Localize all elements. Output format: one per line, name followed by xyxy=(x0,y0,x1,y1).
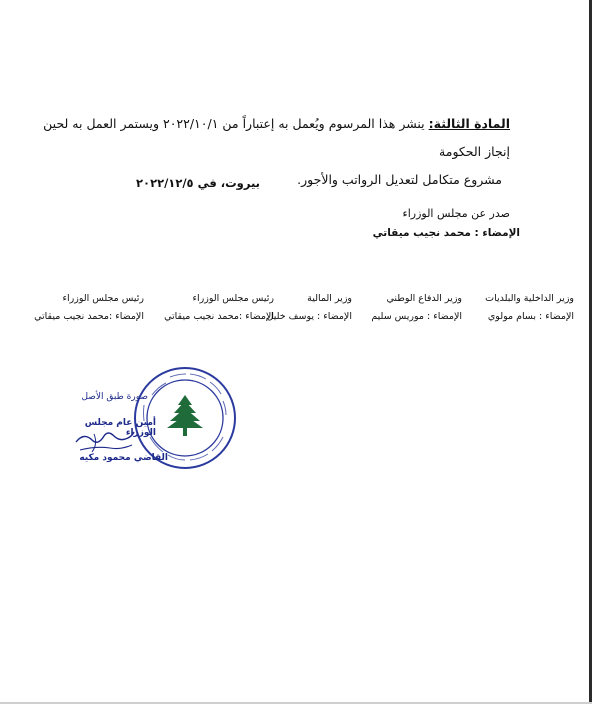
article-heading: المادة الثالثة: xyxy=(428,116,510,131)
signatory-title: رئيس مجلس الوزراء xyxy=(192,293,274,304)
signatory-title: وزير المالية xyxy=(307,293,352,304)
signatory-name: الإمضاء : يوسف خليل xyxy=(266,311,352,322)
signatory-interior xyxy=(485,293,574,322)
true-copy-note: صورة طبق الأصل xyxy=(81,392,148,402)
signatory-title: رئيس مجلس الوزراء xyxy=(62,293,144,304)
issued-by: صدر عن مجلس الوزراء xyxy=(402,207,510,220)
signatories-row xyxy=(14,293,574,333)
signatory-name: الإمضاء : بسام مولوي xyxy=(487,311,574,322)
article-three xyxy=(26,110,510,194)
signatory-title: وزير الدفاع الوطني xyxy=(386,293,462,304)
secretary-name: القاضي محمود مكيه xyxy=(79,453,168,463)
signatory-name: الإمضاء :محمد نجيب ميقاتي xyxy=(34,311,144,322)
article-line-1 xyxy=(26,110,510,166)
signatory-prime-minister-2 xyxy=(34,293,144,322)
issued-signature: الإمضاء : محمد نجيب ميقاتي xyxy=(372,227,520,239)
article-text-2: مشروع متكامل لتعديل الرواتب والأجور. xyxy=(297,172,502,187)
signatory-defense xyxy=(371,293,462,322)
place-date: بيروت، في ٢٠٢٢/١٢/٥ xyxy=(136,176,260,190)
secretary-title: أمين عام مجلس الوزراء xyxy=(84,418,156,438)
signatory-name: الإمضاء :محمد نجيب ميقاتي xyxy=(164,311,274,322)
signatory-title: وزير الداخلية والبلديات xyxy=(485,293,574,304)
article-text-1: ينشر هذا المرسوم ويُعمل به إعتباراً من ٢٠٢٢/١٠/١ ويستمر العمل به لحين إنجاز الحكومة xyxy=(43,116,510,159)
signatory-name: الإمضاء : موريس سليم xyxy=(371,311,462,322)
signatory-prime-minister-1 xyxy=(164,293,274,322)
signatory-finance xyxy=(267,293,352,322)
